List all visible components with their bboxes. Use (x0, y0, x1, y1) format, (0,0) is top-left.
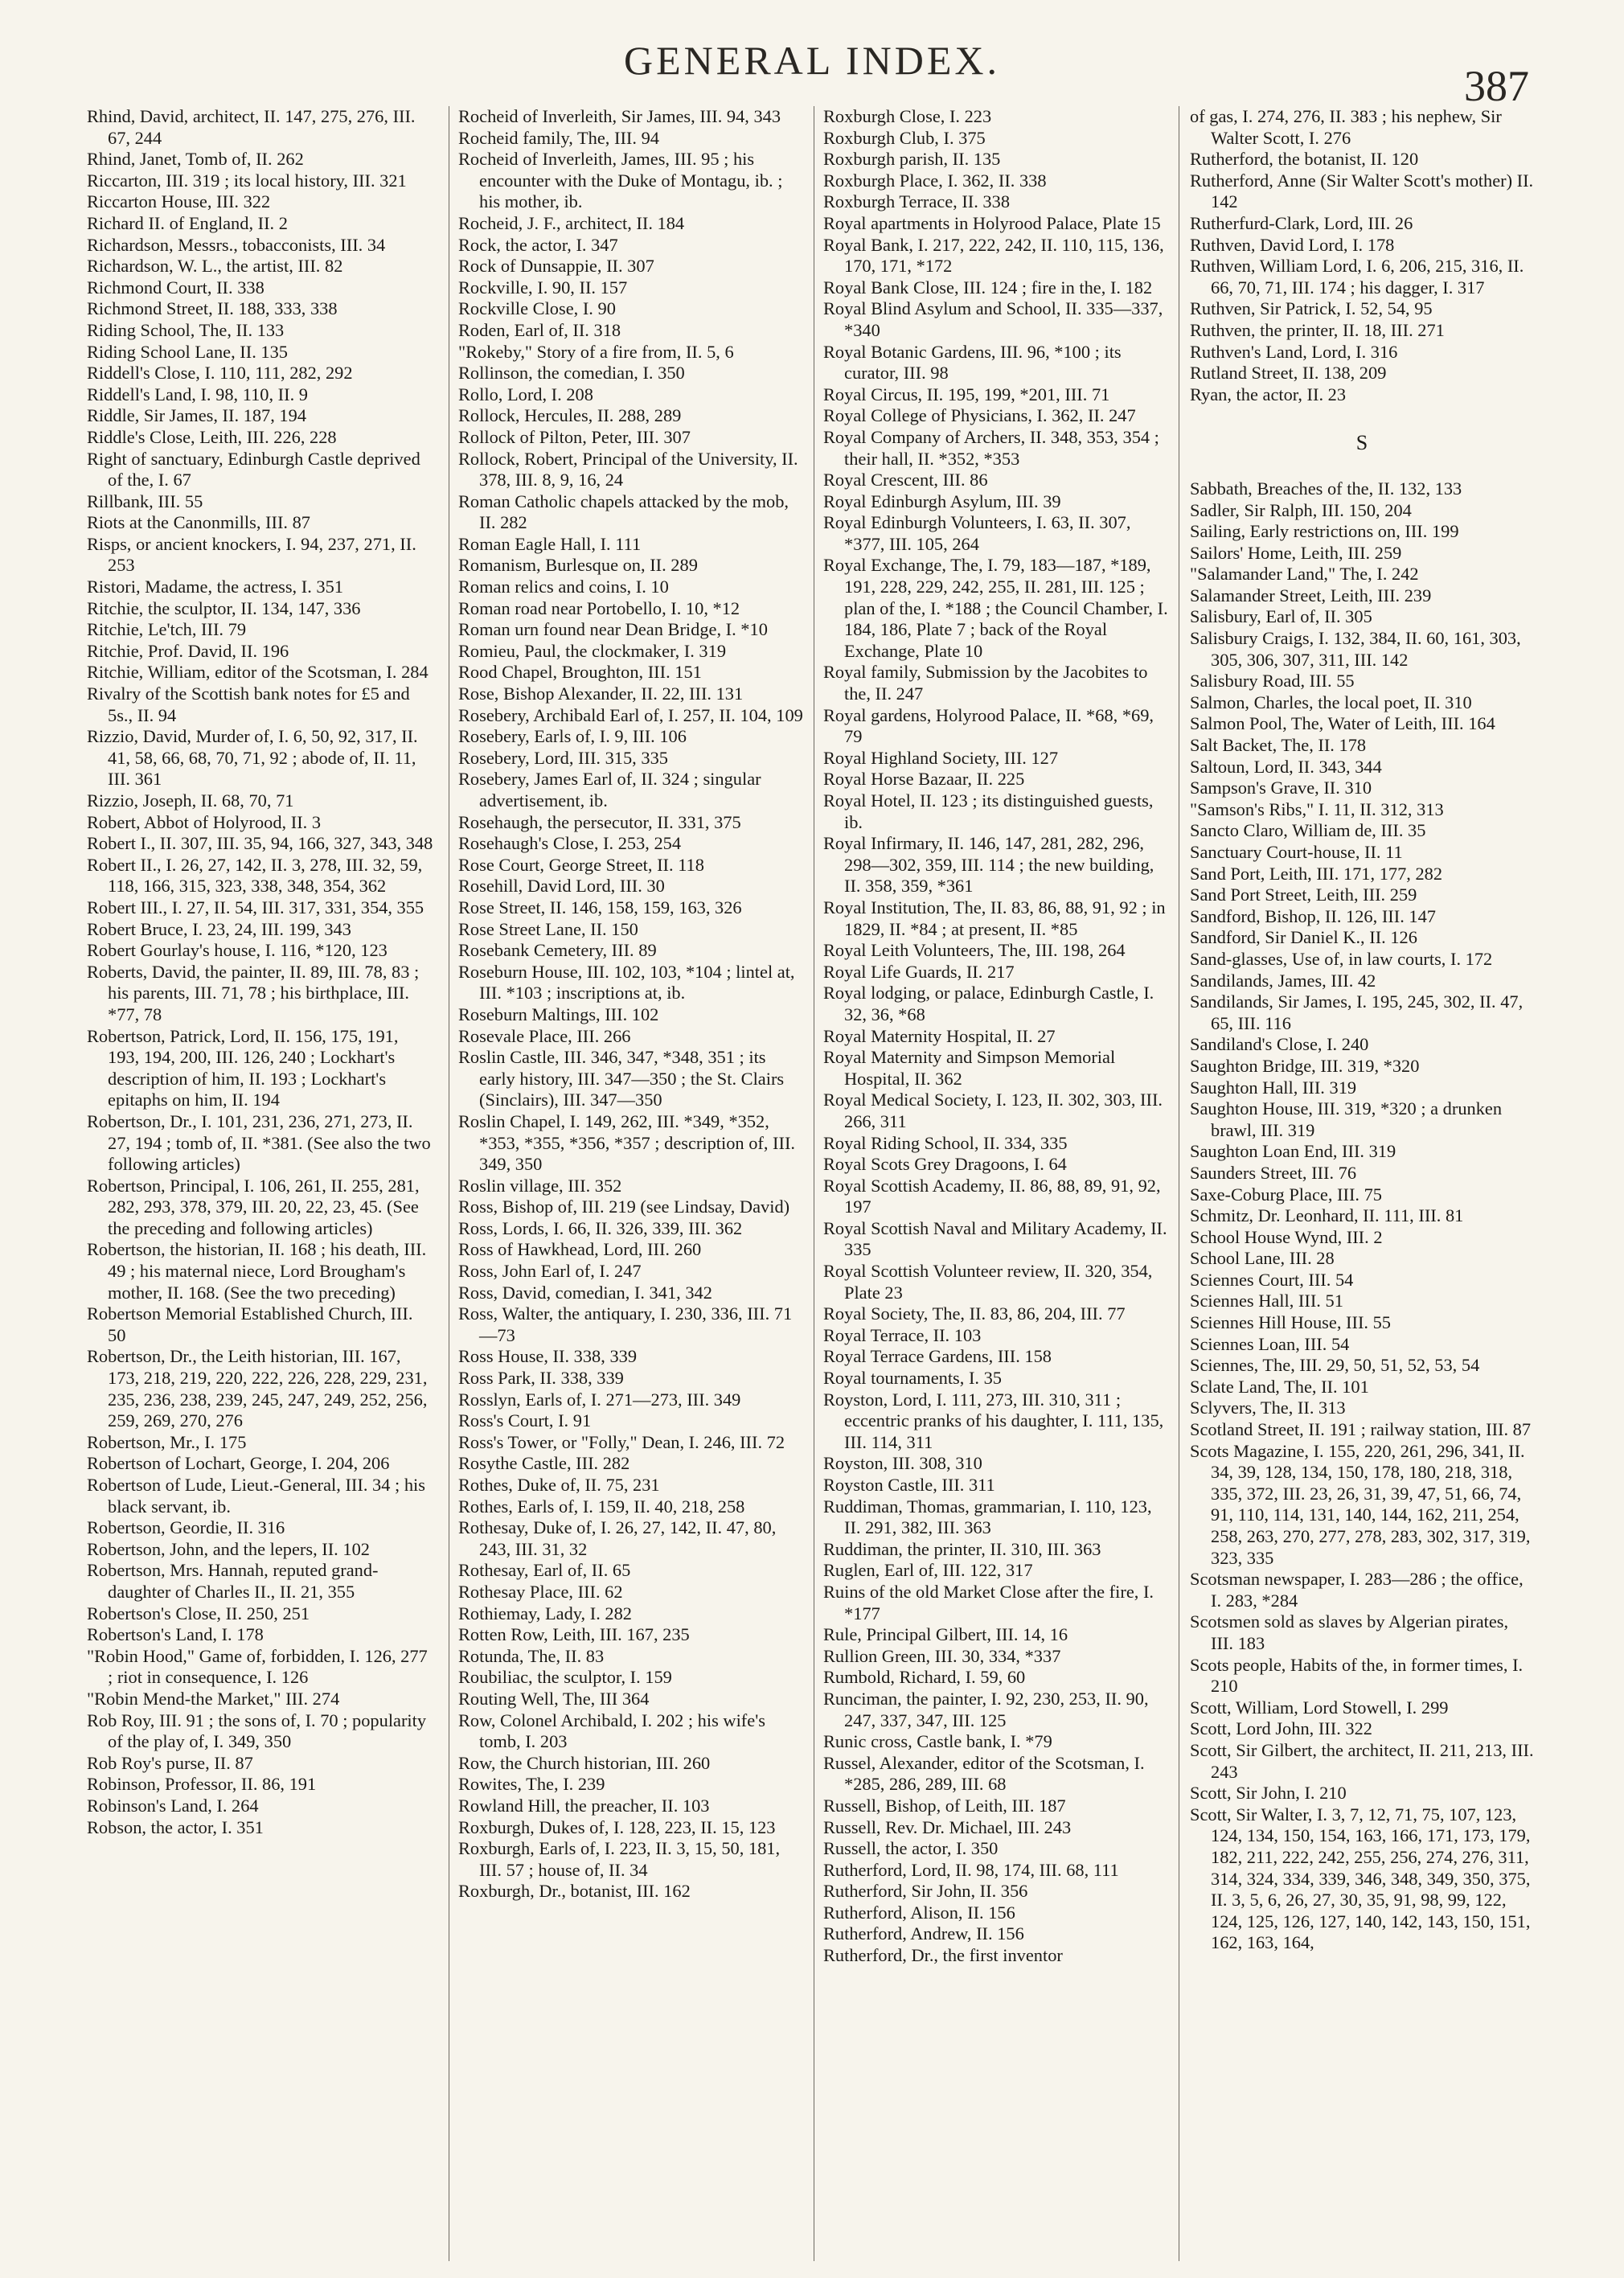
index-entry: Scotland Street, II. 191 ; railway station, III. 87 (1190, 1419, 1532, 1440)
index-entry: Rosehaugh, the persecutor, II. 331, 375 (458, 811, 741, 832)
index-entry: Ristori, Madame, the actress, I. 351 (87, 577, 343, 597)
index-entry: Rothesay Place, III. 62 (458, 1581, 623, 1602)
index-entry: Rothiemay, Lady, I. 282 (458, 1603, 632, 1623)
index-entry: Roman urn found near Dean Bridge, I. *10 (458, 619, 768, 640)
index-entry: Rockville Close, I. 90 (458, 298, 616, 319)
index-entry: Runciman, the painter, I. 92, 230, 253, II. 90, 247, 337, 347, III. 125 (823, 1688, 1149, 1730)
index-entry: Rose Street, II. 146, 158, 159, 163, 326 (458, 897, 742, 917)
index-entry: Sancto Claro, William de, III. 35 (1190, 820, 1426, 841)
index-entry: Russell, Rev. Dr. Michael, III. 243 (823, 1816, 1072, 1837)
index-entry: Saughton Bridge, III. 319, *320 (1190, 1055, 1420, 1076)
index-entry: Rutherford, Lord, II. 98, 174, III. 68, 111 (823, 1859, 1119, 1880)
index-entry: Saxe-Coburg Place, III. 75 (1190, 1184, 1382, 1205)
index-entry: Rullion Green, III. 30, 334, *337 (823, 1645, 1061, 1666)
index-entry: Roxburgh, Earls of, I. 223, II. 3, 15, 50, 181, III. 57 ; house of, II. 34 (458, 1838, 781, 1880)
index-entry: Royal Edinburgh Volunteers, I. 63, II. 307, *377, III. 105, 264 (823, 512, 1131, 554)
index-entry: Rollock, Hercules, II. 288, 289 (458, 405, 682, 426)
index-entry: Roslin Castle, III. 346, 347, *348, 351 ; its early history, III. 347—350 ; the St. Clairs (Sinclairs), III. 347—350 (458, 1047, 785, 1110)
index-entry: Royal Terrace Gardens, III. 158 (823, 1346, 1052, 1367)
index-entry: Robertson, Dr., the Leith historian, III. 167, 173, 218, 219, 220, 222, 226, 228, 229, 231, 235, 236, 238, 239, 245, 247, 249, 252, 256, 259, 269, 270, 276 (87, 1346, 428, 1431)
index-entry: Ruglen, Earl of, III. 122, 317 (823, 1560, 1033, 1581)
index-entry: Scotsmen sold as slaves by Algerian pirates, III. 183 (1190, 1611, 1509, 1653)
index-entry: Ruthven's Land, Lord, I. 316 (1190, 341, 1398, 362)
index-entry: Royal Scottish Naval and Military Academy, II. 335 (823, 1217, 1167, 1260)
index-entry: Robertson, Patrick, Lord, II. 156, 175, 191, 193, 194, 200, III. 126, 240 ; Lockhart's description of him, II. 193 ; Lockhart's epitaphs on him, II. 194 (87, 1025, 399, 1110)
index-entry: Rhind, Janet, Tomb of, II. 262 (87, 149, 304, 170)
index-entry: Roxburgh Terrace, II. 338 (823, 191, 1011, 212)
index-entry: Rosevale Place, III. 266 (458, 1025, 631, 1046)
index-entry: Richmond Street, II. 188, 333, 338 (87, 298, 338, 319)
index-entry: Royal Medical Society, I. 123, II. 302, 303, III. 266, 311 (823, 1090, 1163, 1131)
index-entry: Rosehaugh's Close, I. 253, 254 (458, 833, 682, 854)
index-entry: Robert Bruce, I. 23, 24, III. 199, 343 (87, 918, 351, 939)
index-entry: "Robin Hood," Game of, forbidden, I. 126, 277 ; riot in consequence, I. 126 (87, 1645, 428, 1688)
index-entry: Roxburgh, Dr., botanist, III. 162 (458, 1881, 691, 1902)
index-entry: Royal Leith Volunteers, The, III. 198, 264 (823, 940, 1126, 961)
index-entry: Royal Blind Asylum and School, II. 335—337, *340 (823, 298, 1163, 340)
index-entry: Rizzio, Joseph, II. 68, 70, 71 (87, 790, 294, 811)
index-entry: Rosebery, Earls of, I. 9, III. 106 (458, 726, 687, 747)
index-entry: Risps, or ancient knockers, I. 94, 237, 271, II. 253 (87, 533, 416, 576)
index-entry: Royal Infirmary, II. 146, 147, 281, 282, 296, 298—302, 359, III. 114 ; the new building, II. 358, 359, *361 (823, 833, 1154, 897)
index-entry: Sciennes Court, III. 54 (1190, 1269, 1354, 1290)
index-entry: Rollinson, the comedian, I. 350 (458, 363, 685, 384)
index-entry: Saughton House, III. 319, *320 ; a drunken brawl, III. 319 (1190, 1098, 1503, 1140)
index-entry: Robertson, Mrs. Hannah, reputed grand-daughter of Charles II., II. 21, 355 (87, 1560, 379, 1602)
index-entry: Saltoun, Lord, II. 343, 344 (1190, 756, 1382, 777)
index-entry: Robertson, the historian, II. 168 ; his death, III. 49 ; his maternal niece, Lord Brougham's mother, II. 168. (See the two preceding) (87, 1239, 427, 1303)
index-entry: Ross House, II. 338, 339 (458, 1346, 638, 1367)
index-entry: Royal Riding School, II. 334, 335 (823, 1132, 1068, 1153)
index-entry: Royal Maternity and Simpson Memorial Hospital, II. 362 (823, 1047, 1116, 1089)
index-entry: Rumbold, Richard, I. 59, 60 (823, 1667, 1026, 1688)
index-entry: Roslin Chapel, I. 149, 262, III. *349, *352, *353, *355, *356, *357 ; description of, III. 349, 350 (458, 1110, 796, 1175)
index-entry: Royston Castle, III. 311 (823, 1475, 995, 1495)
index-entry: Richmond Court, II. 338 (87, 277, 265, 298)
index-entry: Sciennes, The, III. 29, 50, 51, 52, 53, 54 (1190, 1355, 1480, 1376)
index-entry: Scots Magazine, I. 155, 220, 261, 296, 341, II. 34, 39, 128, 134, 150, 178, 180, 218, 318, 335, 372, III. 23, 26, 31, 39, 47, 51, 66, 74, 91, 110, 114, 131, 140, 144, 162, 211, 254, 258, 263, 270, 277, 278, 283, 302, 317, 319, 323, 335 (1190, 1440, 1531, 1568)
index-entry: Ritchie, Le'tch, III. 79 (87, 619, 247, 640)
index-entry: Rollock of Pilton, Peter, III. 307 (458, 426, 691, 447)
section-letter: S (1355, 431, 1368, 455)
index-entry: Russell, Bishop, of Leith, III. 187 (823, 1795, 1066, 1816)
index-entry: Salisbury, Earl of, II. 305 (1190, 606, 1372, 627)
index-entry: Salmon Pool, The, Water of Leith, III. 164 (1190, 713, 1495, 734)
index-entry: Rosebery, Lord, III. 315, 335 (458, 747, 668, 768)
index-entry: Row, Colonel Archibald, I. 202 ; his wife's tomb, I. 203 (458, 1710, 765, 1752)
index-entry: Sadler, Sir Ralph, III. 150, 204 (1190, 499, 1412, 520)
index-entry: "Rokeby," Story of a fire from, II. 5, 6 (458, 341, 734, 362)
index-entry: Roslin village, III. 352 (458, 1175, 622, 1196)
index-entry: Rillbank, III. 55 (87, 490, 203, 511)
index-entry: Roseburn Maltings, III. 102 (458, 1004, 659, 1024)
index-entry: Royal Circus, II. 195, 199, *201, III. 71 (823, 384, 1110, 404)
index-entry: Rosebery, James Earl of, II. 324 ; singular advertisement, ib. (458, 769, 761, 811)
index-entry: Roberts, David, the painter, II. 89, III. 78, 83 ; his parents, III. 71, 78 ; his birthplace, III. *77, 78 (87, 961, 420, 1024)
index-entry: Ruthven, David Lord, I. 178 (1190, 234, 1395, 255)
index-entry: Sand-glasses, Use of, in law courts, I. 172 (1190, 948, 1493, 969)
page-number: 387 (1464, 62, 1529, 110)
index-entry: Robertson, John, and the lepers, II. 102 (87, 1538, 370, 1559)
index-entry: Rocheid of Inverleith, Sir James, III. 94, 343 (458, 106, 781, 126)
index-entry: Robertson, Geordie, II. 316 (87, 1517, 285, 1538)
index-entry: School Lane, III. 28 (1190, 1248, 1335, 1269)
index-entry: Rosslyn, Earls of, I. 271—273, III. 349 (458, 1389, 741, 1410)
index-entry: Sand Port, Leith, III. 171, 177, 282 (1190, 863, 1443, 884)
index-entry: Ross, Lords, I. 66, II. 326, 339, III. 362 (458, 1217, 743, 1238)
index-entry: Robert I., II. 307, III. 35, 94, 166, 327, 343, 348 (87, 833, 433, 854)
index-column-1 (87, 106, 434, 2261)
index-entry: Russel, Alexander, editor of the Scotsman, I. *285, 286, 289, III. 68 (823, 1752, 1145, 1795)
index-entry: Ruthven, Sir Patrick, I. 52, 54, 95 (1190, 298, 1433, 319)
index-entry: Royal family, Submission by the Jacobites to the, II. 247 (823, 662, 1148, 704)
index-entry: Ruthven, the printer, II. 18, III. 271 (1190, 319, 1445, 340)
index-entry: Robert Gourlay's house, I. 116, *120, 123 (87, 940, 388, 961)
index-entry: Robertson, Dr., I. 101, 231, 236, 271, 273, II. 27, 194 ; tomb of, II. *381. (See also the two following articles) (87, 1110, 431, 1175)
index-entry: Robert, Abbot of Holyrood, II. 3 (87, 811, 322, 832)
index-entry: Royal tournaments, I. 35 (823, 1368, 1003, 1389)
index-entry: Salamander Street, Leith, III. 239 (1190, 585, 1432, 605)
index-entry: Salt Backet, The, II. 178 (1190, 735, 1367, 756)
index-entry: Roxburgh, Dukes of, I. 128, 223, II. 15, 123 (458, 1816, 776, 1837)
index-entry: Royston, Lord, I. 111, 273, III. 310, 311 ; eccentric pranks of his daughter, I. 111, 135, III. 114, 311 (823, 1389, 1164, 1452)
index-entry: Runic cross, Castle bank, I. *79 (823, 1731, 1052, 1752)
index-entry: Ross's Court, I. 91 (458, 1410, 592, 1431)
index-entry: of gas, I. 274, 276, II. 383 ; his nephew, Sir Walter Scott, I. 276 (1190, 106, 1502, 148)
index-column-2 (458, 106, 806, 2261)
index-entry: Ross Park, II. 338, 339 (458, 1368, 624, 1389)
index-entry: Rotunda, The, II. 83 (458, 1645, 605, 1666)
index-entry: Royal Edinburgh Asylum, III. 39 (823, 490, 1061, 511)
index-entry: Royal Hotel, II. 123 ; its distinguished guests, ib. (823, 790, 1154, 832)
index-entry: Royal Maternity Hospital, II. 27 (823, 1025, 1056, 1046)
index-entry: Sclyvers, The, II. 313 (1190, 1398, 1346, 1418)
index-entry: Rutherford, Anne (Sir Walter Scott's mother) II. 142 (1190, 170, 1534, 212)
index-entry: Royal Exchange, The, I. 79, 183—187, *189, 191, 228, 229, 242, 255, II. 281, III. 125 ; plan of the, I. *188 ; the Council Chamber, I. 184, 186, Plate 7 ; back of the Royal Exchange, Plate 10 (823, 555, 1168, 661)
index-entry: Ross's Tower, or "Folly," Dean, I. 246, III. 72 (458, 1431, 785, 1452)
index-entry: Riddell's Land, I. 98, 110, II. 9 (87, 384, 308, 404)
index-entry: Robert II., I. 26, 27, 142, II. 3, 278, III. 32, 59, 118, 166, 315, 323, 338, 348, 354, 362 (87, 854, 423, 897)
index-entry: Romieu, Paul, the clockmaker, I. 319 (458, 640, 727, 661)
index-entry: Rutherford, Dr., the first inventor (823, 1945, 1063, 1966)
index-entry: Ross, Bishop of, III. 219 (see Lindsay, David) (458, 1196, 790, 1217)
index-entry: Ruins of the old Market Close after the fire, I. *177 (823, 1581, 1154, 1623)
page-header (0, 14, 1624, 110)
index-entry: Ross of Hawkhead, Lord, III. 260 (458, 1239, 702, 1260)
index-entry: Riding School Lane, II. 135 (87, 341, 288, 362)
index-entry: Riddell's Close, I. 110, 111, 282, 292 (87, 363, 353, 384)
index-entry: Roubiliac, the sculptor, I. 159 (458, 1667, 672, 1688)
index-entry: Riccarton, III. 319 ; its local history, III. 321 (87, 170, 407, 191)
index-entry: Royal apartments in Holyrood Palace, Plate 15 (823, 212, 1161, 233)
index-entry: Roman relics and coins, I. 10 (458, 577, 669, 597)
index-entry: Robertson's Land, I. 178 (87, 1624, 264, 1645)
index-entry: Roman Eagle Hall, I. 111 (458, 533, 642, 554)
index-entry: Robertson's Close, II. 250, 251 (87, 1603, 310, 1623)
index-entry: Rosebank Cemetery, III. 89 (458, 940, 657, 961)
index-entry: Roxburgh Close, I. 223 (823, 106, 992, 126)
index-entry: Rollock, Robert, Principal of the University, II. 378, III. 8, 9, 16, 24 (458, 448, 798, 490)
index-entry: Robertson Memorial Established Church, III. 50 (87, 1303, 413, 1345)
index-entry: Rutherford, Alison, II. 156 (823, 1902, 1015, 1923)
index-entry: Rothes, Duke of, II. 75, 231 (458, 1475, 660, 1495)
index-entry: Rob Roy, III. 91 ; the sons of, I. 70 ; popularity of the play of, I. 349, 350 (87, 1710, 427, 1752)
index-entry: Royal Bank Close, III. 124 ; fire in the, I. 182 (823, 277, 1153, 298)
index-entry: Rollo, Lord, I. 208 (458, 384, 593, 404)
index-entry: Royal Bank, I. 217, 222, 242, II. 110, 115, 136, 170, 171, *172 (823, 234, 1164, 277)
index-entry: Rocheid, J. F., architect, II. 184 (458, 212, 685, 233)
index-entry: Rotten Row, Leith, III. 167, 235 (458, 1624, 690, 1645)
index-entry: Robinson's Land, I. 264 (87, 1795, 259, 1816)
index-entry: Rose Street Lane, II. 150 (458, 918, 638, 939)
index-entry: Sandilands, Sir James, I. 195, 245, 302, II. 47, 65, III. 116 (1190, 991, 1524, 1033)
index-entry: Rivalry of the Scottish bank notes for £5 and 5s., II. 94 (87, 683, 410, 725)
index-entry: Robinson, Professor, II. 86, 191 (87, 1774, 317, 1795)
index-entry: Ruddiman, the printer, II. 310, III. 363 (823, 1538, 1101, 1559)
index-entry: Russell, the actor, I. 350 (823, 1838, 999, 1859)
index-entry: Royston, III. 308, 310 (823, 1453, 982, 1474)
index-entry: Royal Society, The, II. 83, 86, 204, III. 77 (823, 1303, 1126, 1324)
index-entry: Robertson, Mr., I. 175 (87, 1431, 247, 1452)
index-entry: Row, the Church historian, III. 260 (458, 1752, 711, 1773)
index-entry: Robertson of Lochart, George, I. 204, 206 (87, 1453, 390, 1474)
index-entry: Rocheid family, The, III. 94 (458, 127, 659, 148)
index-entry: Roman road near Portobello, I. 10, *12 (458, 597, 740, 618)
index-entry: Ryan, the actor, II. 23 (1190, 384, 1347, 404)
index-entry: Riccarton House, III. 322 (87, 191, 271, 212)
index-entry: Richard II. of England, II. 2 (87, 212, 288, 233)
index-entry: Sandilands, James, III. 42 (1190, 970, 1376, 991)
index-entry: Sabbath, Breaches of the, II. 132, 133 (1190, 478, 1462, 499)
index-entry: Ritchie, William, editor of the Scotsman, I. 284 (87, 662, 429, 683)
index-entry: Royal lodging, or palace, Edinburgh Castle, I. 32, 36, *68 (823, 983, 1154, 1024)
index-entry: Saunders Street, III. 76 (1190, 1162, 1357, 1183)
index-entry: Schmitz, Dr. Leonhard, II. 111, III. 81 (1190, 1205, 1464, 1226)
index-entry: Sailing, Early restrictions on, III. 199 (1190, 521, 1459, 542)
index-entry: Sailors' Home, Leith, III. 259 (1190, 542, 1402, 563)
index-entry: Scott, William, Lord Stowell, I. 299 (1190, 1697, 1449, 1718)
index-entry: Saughton Hall, III. 319 (1190, 1077, 1357, 1098)
index-entry: "Samson's Ribs," I. 11, II. 312, 313 (1190, 798, 1444, 819)
index-column-4 (1190, 106, 1534, 2261)
index-entry: "Robin Mend-the Market," III. 274 (87, 1688, 340, 1709)
index-entry: Sciennes Hall, III. 51 (1190, 1291, 1343, 1311)
index-entry: Royal Botanic Gardens, III. 96, *100 ; its curator, III. 98 (823, 341, 1122, 384)
index-entry: Roxburgh Place, I. 362, II. 338 (823, 170, 1047, 191)
index-entry: Sclate Land, The, II. 101 (1190, 1376, 1369, 1397)
index-entry: Ruddiman, Thomas, grammarian, I. 110, 123, II. 291, 382, III. 363 (823, 1496, 1152, 1538)
index-entry: Rosehill, David Lord, III. 30 (458, 876, 665, 897)
index-entry: Roman Catholic chapels attacked by the mob, II. 282 (458, 490, 789, 533)
index-entry: Rosebery, Archibald Earl of, I. 257, II. 104, 109 (458, 704, 803, 725)
index-entry: Rose Court, George Street, II. 118 (458, 854, 704, 875)
index-entry: Riddle, Sir James, II. 187, 194 (87, 405, 307, 426)
index-entry: Roden, Earl of, II. 318 (458, 319, 621, 340)
index-entry: Rizzio, David, Murder of, I. 6, 50, 92, 317, II. 41, 58, 66, 68, 70, 71, 92 ; abode of, II. 11, III. 361 (87, 726, 418, 790)
index-entry: Rood Chapel, Broughton, III. 151 (458, 662, 702, 683)
index-entry: Rothesay, Earl of, II. 65 (458, 1560, 631, 1581)
index-entry: Roxburgh parish, II. 135 (823, 149, 1001, 170)
index-entry: Right of sanctuary, Edinburgh Castle deprived of the, I. 67 (87, 448, 420, 490)
index-entry: Robertson, Principal, I. 106, 261, II. 255, 281, 282, 293, 378, 379, III. 20, 22, 23, 45. (See the preceding and following articles) (87, 1175, 420, 1238)
index-entry: Routing Well, The, III 364 (458, 1688, 650, 1709)
index-entry: Rose, Bishop Alexander, II. 22, III. 131 (458, 683, 744, 704)
index-entry: Riding School, The, II. 133 (87, 319, 285, 340)
index-entry: Rutherfurd-Clark, Lord, III. 26 (1190, 212, 1413, 233)
index-entry: Sanctuary Court-house, II. 11 (1190, 842, 1403, 862)
index-entry: Richardson, W. L., the artist, III. 82 (87, 256, 343, 277)
index-entry: Ruthven, William Lord, I. 6, 206, 215, 316, II. 66, 70, 71, III. 174 ; his dagger, I. 317 (1190, 256, 1524, 298)
index-entry: Rutherford, Sir John, II. 356 (823, 1881, 1028, 1902)
index-entry: Riddle's Close, Leith, III. 226, 228 (87, 426, 337, 447)
index-entry: Royal gardens, Holyrood Palace, II. *68, *69, 79 (823, 704, 1154, 747)
running-title: GENERAL INDEX. (624, 38, 1000, 83)
index-entry: Sandford, Sir Daniel K., II. 126 (1190, 927, 1417, 948)
index-entry: Rothesay, Duke of, I. 26, 27, 142, II. 47, 80, 243, III. 31, 32 (458, 1517, 777, 1559)
index-entry: Royal Horse Bazaar, II. 225 (823, 769, 1025, 790)
index-entry: Rutland Street, II. 138, 209 (1190, 363, 1387, 384)
index-entry: Rocheid of Inverleith, James, III. 95 ; his encounter with the Duke of Montagu, ib. ; his mother, ib. (458, 149, 783, 212)
index-entry: Sciennes Loan, III. 54 (1190, 1333, 1350, 1354)
index-entry: Rhind, David, architect, II. 147, 275, 276, III. 67, 244 (87, 106, 416, 148)
index-entry: Sandiland's Close, I. 240 (1190, 1034, 1369, 1055)
index-entry: School House Wynd, III. 2 (1190, 1226, 1383, 1247)
index-entry: Scott, Sir Gilbert, the architect, II. 211, 213, III. 243 (1190, 1739, 1534, 1782)
index-entry: Sand Port Street, Leith, III. 259 (1190, 885, 1417, 905)
index-columns (87, 106, 1534, 2261)
index-entry: Rock, the actor, I. 347 (458, 234, 618, 255)
index-entry: Rockville, I. 90, II. 157 (458, 277, 628, 298)
index-entry: Sandford, Bishop, II. 126, III. 147 (1190, 905, 1436, 926)
index-entry: Riots at the Canonmills, III. 87 (87, 512, 310, 533)
index-entry: Sampson's Grave, II. 310 (1190, 778, 1372, 798)
index-entry: Rowland Hill, the preacher, II. 103 (458, 1795, 710, 1816)
index-entry: Roseburn House, III. 102, 103, *104 ; lintel at, III. *103 ; inscriptions at, ib. (458, 961, 795, 1004)
index-entry: Rosythe Castle, III. 282 (458, 1453, 630, 1474)
index-entry: Scots people, Habits of the, in former times, I. 210 (1190, 1654, 1524, 1697)
index-entry: Royal College of Physicians, I. 362, II. 247 (823, 405, 1136, 426)
index-entry: Roxburgh Club, I. 375 (823, 127, 986, 148)
index-entry: Romanism, Burlesque on, II. 289 (458, 555, 698, 576)
index-entry: Royal Scottish Volunteer review, II. 320, 354, Plate 23 (823, 1261, 1153, 1303)
index-entry: Robson, the actor, I. 351 (87, 1816, 264, 1837)
index-entry: Saughton Loan End, III. 319 (1190, 1141, 1396, 1162)
index-entry: Royal Scots Grey Dragoons, I. 64 (823, 1154, 1067, 1175)
index-column-3 (823, 106, 1171, 2261)
index-entry: Rock of Dunsappie, II. 307 (458, 256, 654, 277)
index-entry: Ritchie, Prof. David, II. 196 (87, 640, 289, 661)
index-entry: Royal Crescent, III. 86 (823, 470, 988, 490)
index-entry: Royal Institution, The, II. 83, 86, 88, 91, 92 ; in 1829, II. *84 ; at present, II. *85 (823, 897, 1166, 939)
index-entry: Rob Roy's purse, II. 87 (87, 1752, 253, 1773)
index-entry: Scott, Sir Walter, I. 3, 7, 12, 71, 75, 107, 123, 124, 134, 150, 154, 163, 166, 171, 173, 179, 182, 211, 222, 242, 255, 256, 274, 276, 311, 314, 324, 334, 339, 346, 348, 349, 350, 375, II. 3, 5, 6, 26, 27, 30, 35, 91, 98, 99, 122, 124, 125, 126, 127, 140, 142, 143, 150, 151, 162, 163, 164, (1190, 1804, 1531, 1953)
index-entry: Rowites, The, I. 239 (458, 1774, 605, 1795)
index-entry: Sciennes Hill House, III. 55 (1190, 1312, 1391, 1333)
index-entry: Salmon, Charles, the local poet, II. 310 (1190, 692, 1472, 712)
index-entry: Richardson, Messrs., tobacconists, III. 34 (87, 234, 386, 255)
index-entry: Scotsman newspaper, I. 283—286 ; the office, I. 283, *284 (1190, 1569, 1524, 1611)
index-entry: Ross, John Earl of, I. 247 (458, 1261, 642, 1282)
index-entry: Scott, Lord John, III. 322 (1190, 1718, 1372, 1739)
index-entry: Rutherford, Andrew, II. 156 (823, 1923, 1024, 1944)
index-entry: Robert III., I. 27, II. 54, III. 317, 331, 354, 355 (87, 897, 424, 917)
index-entry: Salisbury Road, III. 55 (1190, 671, 1355, 692)
index-entry: Royal Life Guards, II. 217 (823, 961, 1015, 982)
index-entry: Rule, Principal Gilbert, III. 14, 16 (823, 1624, 1068, 1645)
index-entry: Ritchie, the sculptor, II. 134, 147, 336 (87, 597, 361, 618)
index-entry: Royal Company of Archers, II. 348, 353, 354 ; their hall, II. *352, *353 (823, 426, 1159, 469)
index-entry: Royal Highland Society, III. 127 (823, 747, 1059, 768)
index-entry: Royal Scottish Academy, II. 86, 88, 89, 91, 92, 197 (823, 1175, 1161, 1217)
index-entry: Ross, Walter, the antiquary, I. 230, 336, III. 71—73 (458, 1303, 793, 1345)
index-entry: Salisbury Craigs, I. 132, 384, II. 60, 161, 303, 305, 306, 307, 311, III. 142 (1190, 628, 1521, 670)
index-entry: Robertson of Lude, Lieut.-General, III. 34 ; his black servant, ib. (87, 1475, 425, 1517)
index-entry: Rothes, Earls of, I. 159, II. 40, 218, 258 (458, 1496, 745, 1517)
index-entry: "Salamander Land," The, I. 242 (1190, 564, 1419, 585)
index-entry: Rutherford, the botanist, II. 120 (1190, 149, 1419, 170)
index-entry: Ross, David, comedian, I. 341, 342 (458, 1282, 712, 1303)
index-entry: Royal Terrace, II. 103 (823, 1324, 982, 1345)
index-entry: Scott, Sir John, I. 210 (1190, 1783, 1347, 1804)
